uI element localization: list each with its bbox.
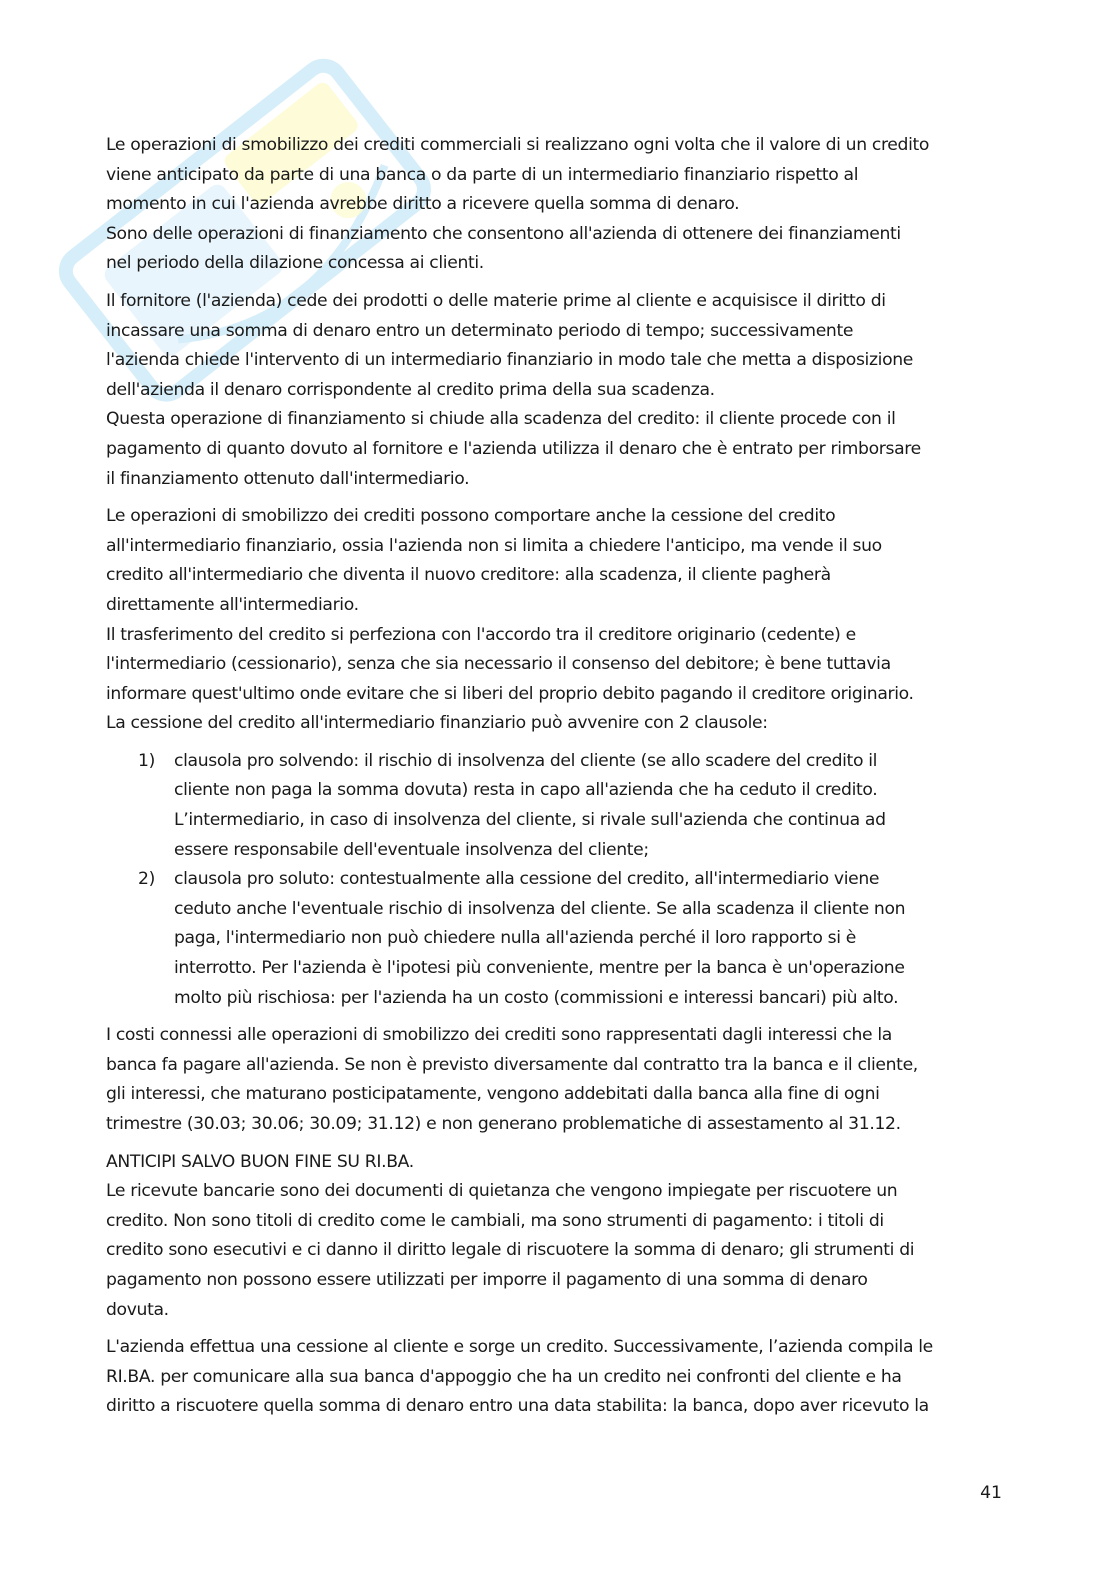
text-line: clausola pro soluto: contestualmente alla cessione del credito, all'intermediario viene bbox=[174, 869, 880, 890]
text-line: dovuta. bbox=[106, 1299, 169, 1320]
text-line: l'intermediario (cessionario), senza che sia necessario il consenso del debitore; è bene tuttavia bbox=[106, 654, 891, 675]
text-line: RI.BA. per comunicare alla sua banca d'appoggio che ha un credito nei confronti del cliente e ha bbox=[106, 1366, 902, 1387]
text-line: Le operazioni di smobilizzo dei crediti commerciali si realizzano ogni volta che il valore di un credito bbox=[106, 135, 930, 155]
text-line: ceduto anche l'eventuale rischio di insolvenza del cliente. Se alla scadenza il cliente non bbox=[174, 898, 906, 919]
text-line: cliente non paga la somma dovuta) resta in capo all'azienda che ha ceduto il credito. bbox=[174, 780, 878, 801]
paragraph bbox=[106, 502, 1006, 739]
text-line: il finanziamento ottenuto dall'intermediario. bbox=[106, 468, 470, 489]
text-line: banca fa pagare all'azienda. Se non è previsto diversamente dal contratto tra la banca e il cliente, bbox=[106, 1054, 918, 1075]
text-line: Il trasferimento del credito si perfeziona con l'accordo tra il creditore originario (cedente) e bbox=[106, 624, 856, 645]
text-line: credito sono esecutivi e ci danno il diritto legale di riscuotere la somma di denaro; gli strumenti di bbox=[106, 1240, 915, 1261]
text-line: informare quest'ultimo onde evitare che si liberi del proprio debito pagando il creditore originario. bbox=[106, 683, 914, 704]
text-line: gli interessi, che maturano posticipatamente, vengono addebitati dalla banca alla fine di ogni bbox=[106, 1084, 880, 1105]
text-line: L'azienda effettua una cessione al cliente e sorge un credito. Successivamente, l’azienda compila le bbox=[106, 1337, 933, 1358]
text-line: La cessione del credito all'intermediario finanziario può avvenire con 2 clausole: bbox=[106, 713, 768, 734]
text-line: L’intermediario, in caso di insolvenza del cliente, si rivale sull'azienda che continua ad bbox=[174, 810, 886, 831]
text-line: Sono delle operazioni di finanziamento che consentono all'azienda di ottenere dei finanziamenti bbox=[106, 223, 901, 244]
text-line: diritto a riscuotere quella somma di denaro entro una data stabilita: la banca, dopo aver ricevuto la bbox=[106, 1396, 929, 1417]
text-line: Le operazioni di smobilizzo dei crediti possono comportare anche la cessione del credito bbox=[106, 506, 836, 527]
text-line: Questa operazione di finanziamento si chiude alla scadenza del credito: il cliente procede con il bbox=[106, 409, 896, 430]
paragraph bbox=[106, 1333, 1006, 1422]
text-line: clausola pro solvendo: il rischio di insolvenza del cliente (se allo scadere del credito il bbox=[174, 750, 878, 771]
text-line: l'azienda chiede l'intervento di un intermediario finanziario in modo tale che metta a disposizione bbox=[106, 350, 914, 371]
text-line: essere responsabile dell'eventuale insolvenza del cliente; bbox=[174, 839, 649, 860]
text-line: incassare una somma di denaro entro un determinato periodo di tempo; successivamente bbox=[106, 320, 854, 341]
list-item bbox=[106, 747, 1006, 865]
text-line: nel periodo della dilazione concessa ai clienti. bbox=[106, 253, 484, 274]
list-item bbox=[106, 865, 1006, 1013]
list-item-number: 2) bbox=[138, 869, 155, 890]
paragraph bbox=[106, 131, 1006, 279]
section-heading: ANTICIPI SALVO BUON FINE SU RI.BA. bbox=[106, 1151, 414, 1172]
text-line: pagamento di quanto dovuto al fornitore e l'azienda utilizza il denaro che è entrato per rimborsare bbox=[106, 438, 921, 459]
paragraph bbox=[106, 287, 1006, 494]
text-line: viene anticipato da parte di una banca o da parte di un intermediario finanziario rispetto al bbox=[106, 164, 859, 185]
text-line: credito. Non sono titoli di credito come le cambiali, ma sono strumenti di pagamento: i titoli di bbox=[106, 1210, 884, 1231]
text-line: all'intermediario finanziario, ossia l'azienda non si limita a chiedere l'anticipo, ma vende il suo bbox=[106, 535, 882, 556]
text-line: Il fornitore (l'azienda) cede dei prodotti o delle materie prime al cliente e acquisisce il diritto di bbox=[106, 290, 886, 311]
page-number: 41 bbox=[980, 1483, 1002, 1503]
clauses-list bbox=[106, 747, 1006, 1013]
text-line: interrotto. Per l'azienda è l'ipotesi più conveniente, mentre per la banca è un'operazione bbox=[174, 958, 905, 979]
text-line: molto più rischiosa: per l'azienda ha un costo (commissioni e interessi bancari) più alto. bbox=[174, 987, 899, 1008]
text-line: paga, l'intermediario non può chiedere nulla all'azienda perché il loro rapporto si è bbox=[174, 928, 856, 949]
paragraph bbox=[106, 1021, 1006, 1139]
text-line: Le ricevute bancarie sono dei documenti di quietanza che vengono impiegate per riscuotere un bbox=[106, 1181, 898, 1202]
text-line: dell'azienda il denaro corrispondente al credito prima della sua scadenza. bbox=[106, 379, 715, 400]
text-line: direttamente all'intermediario. bbox=[106, 594, 359, 615]
text-line: trimestre (30.03; 30.06; 30.09; 31.12) e non generano problematiche di assestamento al 31.12. bbox=[106, 1114, 901, 1134]
document-body bbox=[106, 131, 1006, 1430]
text-line: credito all'intermediario che diventa il nuovo creditore: alla scadenza, il cliente pagherà bbox=[106, 565, 831, 586]
text-line: pagamento non possono essere utilizzati per imporre il pagamento di una somma di denaro bbox=[106, 1269, 868, 1290]
text-line: momento in cui l'azienda avrebbe diritto a ricevere quella somma di denaro. bbox=[106, 194, 740, 215]
list-item-number: 1) bbox=[138, 750, 155, 771]
paragraph bbox=[106, 1148, 1006, 1326]
text-line: I costi connessi alle operazioni di smobilizzo dei crediti sono rappresentati dagli interessi che la bbox=[106, 1025, 892, 1046]
